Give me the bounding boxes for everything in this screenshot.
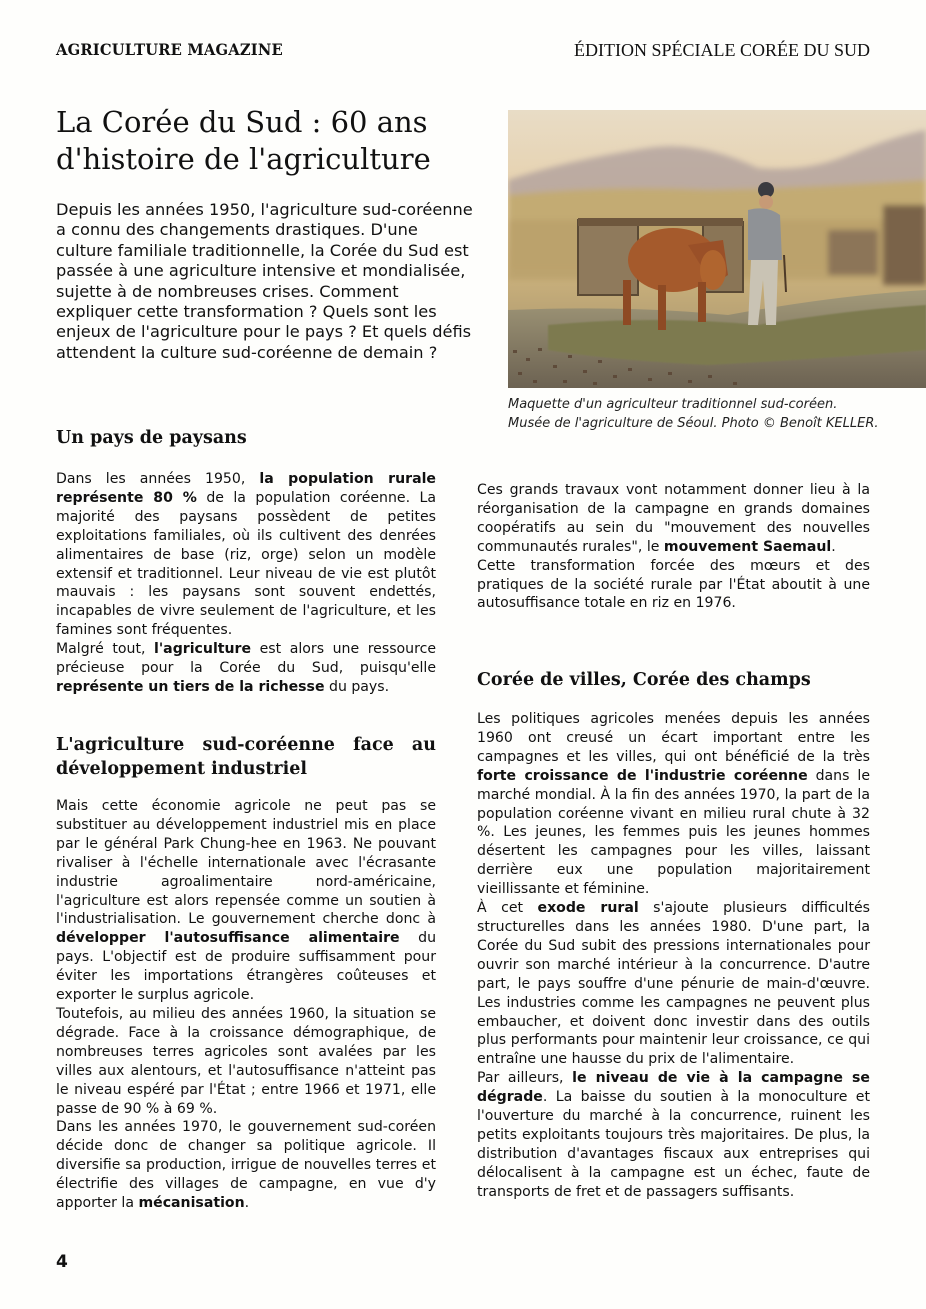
- paragraph: [477, 710, 870, 899]
- paragraph: [477, 1069, 870, 1201]
- text-run: Cette transformation forcée des mœurs et des pratiques de la société rurale par l'État aboutit à une autosuffisance totale en riz en 1976.: [477, 557, 870, 612]
- photo-caption-line-1: Maquette d'un agriculteur traditionnel sud-coréen.: [508, 397, 838, 412]
- text-run: est alors une ressource précieuse pour la Corée du Sud, puisqu'elle: [56, 641, 436, 677]
- paragraph: [56, 1005, 436, 1118]
- text-run: s'ajoute plusieurs difficultés structurelles dans les années 1980. D'une part, la Corée du Sud subit des pressions internationales pour ouvrir son marché intérieur à la concurrence. D'autre part, le pays souffre d'une pénurie de main-d'œuvre. Les industries comme les campagnes ne peuvent plus embaucher, et doivent donc investir dans des outils plus performants pour maintenir leur croissance, ce qui entraîne une hausse du prix de l'alimentaire.: [477, 900, 870, 1068]
- paragraph: [477, 557, 870, 614]
- section-body-paysans: [56, 470, 436, 697]
- text-run: du pays.: [324, 678, 390, 695]
- section-heading-paysans: Un pays de paysans: [56, 428, 247, 448]
- text-run: À cet: [477, 900, 538, 917]
- edition-label: ÉDITION SPÉCIALE CORÉE DU SUD: [574, 40, 870, 60]
- emphasis-text: exode rural: [537, 900, 639, 917]
- emphasis-text: mécanisation: [138, 1195, 245, 1212]
- text-run: dans le marché mondial. À la fin des années 1970, la part de la population coréenne vivant en milieu rural chute à 32 %. Les jeunes, les femmes puis les jeunes hommes désertent les campagnes pour les villes, laissant derrière eux une population majoritairement vieillissante et féminine.: [477, 767, 871, 898]
- paragraph: [477, 899, 870, 1069]
- magazine-name: AGRICULTURE MAGAZINE: [56, 40, 283, 59]
- paragraph: [56, 1118, 436, 1213]
- emphasis-text: l'agriculture: [154, 641, 252, 658]
- text-run: Ces grands travaux vont notamment donner lieu à la réorganisation de la campagne en grands domaines coopératifs au sein du "mouvement des nouvelles communautés rurales", le: [477, 482, 870, 555]
- text-run: Mais cette économie agricole ne peut pas se substituer au développement industriel mis en place par le général Park Chung-hee en 1963. Ne pouvant rivaliser à l'échelle internationale avec l'écrasante industrie agroalimentaire nord-américaine, l'agriculture est alors repensée comme un soutien à l'industrialisation. Le gouvernement cherche donc à: [56, 798, 436, 928]
- text-run: . La baisse du soutien à la monoculture et l'ouverture du marché à la concurrence, ruinent les petits exploitants toujours très majoritaires. De plus, la distribution d'avantages fiscaux aux entreprises qui délocalisent à la campagne est un échec, faute de transports de fret et de passagers suffisants.: [477, 1089, 870, 1200]
- section-heading-industriel: L'agriculture sud-coréenne face au développement industriel: [56, 735, 436, 779]
- text-run: Les politiques agricoles menées depuis les années 1960 ont creusé un écart important entre les campagnes et les villes, qui ont bénéficié de la très: [477, 711, 870, 765]
- photo-caption-line-2: Musée de l'agriculture de Séoul. Photo © Benoît KELLER.: [508, 416, 879, 431]
- paragraph: [56, 797, 436, 1005]
- emphasis-text: mouvement Saemaul: [663, 538, 832, 555]
- paragraph: [56, 470, 436, 640]
- text-run: .: [244, 1195, 250, 1212]
- text-run: Toutefois, au milieu des années 1960, la situation se dégrade. Face à la croissance démographique, de nombreuses terres agricoles sont avalées par les villes aux alentours, et l'autosuffisance n'atteint pas le niveau espéré par l'État ; entre 1966 et 1971, elle passe de 90 % à 69 %.: [56, 1005, 436, 1117]
- emphasis-text: le niveau de vie à la campagne se dégrade: [477, 1070, 870, 1106]
- section-body-saemaul: [477, 481, 870, 613]
- emphasis-text: la population rurale représente 80 %: [56, 471, 436, 506]
- photo-caption: [508, 395, 926, 433]
- article-intro: Depuis les années 1950, l'agriculture sud-coréenne a connu des changements drastiques. D'une culture familiale traditionnelle, la Corée du Sud est passée à une agriculture intensive et mondialisée, sujette à de nombreuses crises. Comment expliquer cette transformation ? Quels sont les enjeux de l'agriculture pour le pays ? Et quels défis attendent la culture sud-coréenne de demain ?: [56, 200, 473, 362]
- paragraph: [477, 481, 870, 557]
- text-run: Malgré tout,: [56, 641, 155, 658]
- article-photo: [508, 110, 926, 388]
- text-run: Dans les années 1950,: [56, 471, 260, 487]
- text-run: .: [831, 538, 836, 555]
- emphasis-text: forte croissance de l'industrie coréenne: [477, 767, 808, 784]
- section-body-villes-champs: [477, 710, 870, 1202]
- text-run: de la population coréenne. La majorité des paysans possèdent de petites exploitations familiales, où ils cultivent des denrées alimentaires de base (riz, orge) selon un modèle extensif et traditionnel. Leur niveau de vie est plutôt mauvais : les paysans sont souvent endettés, incapables de vivre seulement de l'agriculture, et les famines sont fréquentes.: [56, 489, 436, 639]
- text-run: du pays. L'objectif est de produire suffisamment pour éviter les importations étrangères coûteuses et exporter le surplus agricole.: [56, 930, 436, 1004]
- text-run: Dans les années 1970, le gouvernement sud-coréen décide donc de changer sa politique agricole. Il diversifie sa production, irrigue de nouvelles terres et électrifie des villages de campagne, en vue d'y apporter la: [56, 1119, 436, 1212]
- emphasis-text: représente un tiers de la richesse: [56, 678, 325, 695]
- article-title: La Corée du Sud : 60 ans d'histoire de l'agriculture: [56, 105, 431, 176]
- section-heading-villes-champs: Corée de villes, Corée des champs: [477, 670, 811, 690]
- farmer-ox-illustration: [508, 110, 926, 388]
- emphasis-text: développer l'autosuffisance alimentaire: [56, 930, 400, 947]
- section-body-industriel: [56, 797, 436, 1213]
- text-run: Par ailleurs,: [477, 1070, 573, 1087]
- page-number: 4: [56, 1252, 68, 1272]
- paragraph: [56, 640, 436, 697]
